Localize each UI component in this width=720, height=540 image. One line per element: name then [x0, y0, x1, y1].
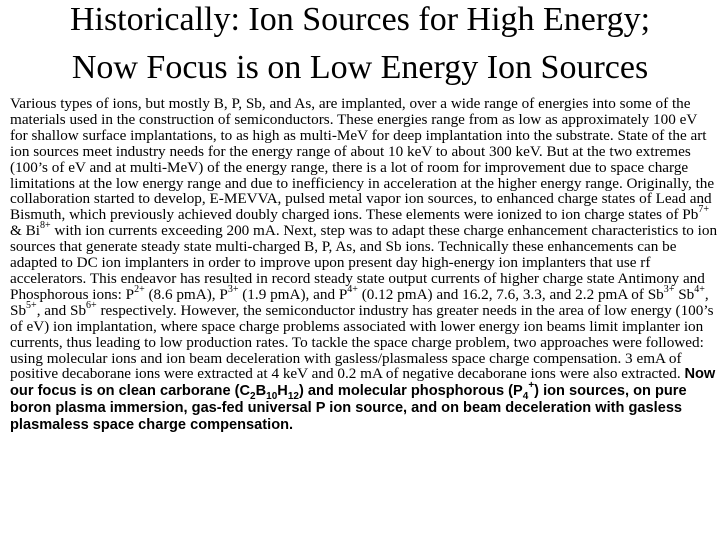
- body-text: , Sb: [10, 285, 709, 319]
- subscript: 12: [287, 391, 299, 403]
- body-text: Sb: [674, 285, 695, 303]
- body-text: with ion currents exceeding 200 mA. Next, step was to adapt these charge enhancement characteristics to ion sources that generate steady state multi-charged B, P, As, and Sb ions. Technically these enhancements can be adapted to DC ion implanters in order to improve upon present day high-energy ion implanters that use rf accelerators. This endeavor has resulted in record steady state output currents of higher charge state Antimony and Phosphorous ions: P: [10, 222, 718, 303]
- slide-title: [0, 0, 720, 92]
- bold-text: H: [277, 383, 288, 400]
- charge-superscript: 4+: [694, 283, 705, 295]
- subscript: 10: [266, 391, 278, 403]
- bold-text: ) ion sources, on pure boron plasma immersion, gas-fed universal P ion source, and on beam deceleration with gasless plasmaless space charge compensation.: [10, 383, 687, 434]
- body-text: (1.9 pmA), and P: [238, 285, 348, 303]
- charge-superscript: 6+: [86, 299, 97, 311]
- charge-superscript: 7+: [698, 204, 709, 216]
- body-text: & Bi: [10, 222, 40, 240]
- body-text: , and Sb: [36, 301, 87, 319]
- charge-superscript: 8+: [39, 220, 51, 232]
- title-line-1: Historically: Ion Sources for High Energy;: [69, 1, 651, 38]
- charge-superscript: 4+: [347, 283, 358, 295]
- subscript: 4: [522, 391, 529, 403]
- charge-superscript: +: [528, 380, 535, 392]
- subscript: 2: [250, 391, 256, 403]
- body-paragraph: [10, 96, 718, 434]
- body-text: respectively. However, the semiconductor industry has greater needs in the area of low energy (100’s of eV) ion implantation, where space charge problems associated with lower energy ion beams limit implanter ion currents, thus leading to low production rates. To tackle the space charge problem, two approaches were followed: using molecular ions and ion beam deceleration with gasless/plasmaless space charge compensation. 3 emA of positive decaborane ions were extracted at 4 keV and 0.2 mA of negative decaborane ions were also extracted.: [10, 301, 714, 383]
- body-text: (0.12 pmA) and 16.2, 7.6, 3.3, and 2.2 pmA of Sb: [357, 285, 664, 303]
- body-text: (8.6 pmA), P: [144, 285, 228, 303]
- bold-text: B: [255, 383, 267, 400]
- charge-superscript: 5+: [26, 299, 37, 311]
- title-line-2: Now Focus is on Low Energy Ion Sources: [71, 49, 649, 86]
- charge-superscript: 3+: [227, 283, 239, 295]
- charge-superscript: 3+: [663, 283, 675, 295]
- charge-superscript: 2+: [134, 283, 145, 295]
- body-text: Various types of ions, but mostly B, P, Sb, and As, are implanted, over a wide range of energies into some of the materials used in the construction of semiconductors. These energies range from as low as approximately 100 eV for shallow surface implantations, to as high as multi-MeV for deep implantation into the substrate. State of the art ion sources meet industry needs for the energy range of about 10 keV to about 300 keV. But at the two extremes (100’s of eV and at multi-MeV) of the energy range, there is a lot of room for improvement due to space charge limitations at the low energy range and due to inefficiency in acceleration at the higher energy range. Originally, the collaboration started to develop, E-MEVVA, pulsed metal vapor ion sources, to enhanced charge states of Lead and Bismuth, which previously achieved doubly charged ions. These elements were ionized to ion charge states of Pb: [10, 95, 715, 224]
- bold-text: Now our focus is on clean carborane (C: [10, 366, 716, 400]
- bold-text: ) and molecular phosphorous (P: [298, 383, 523, 400]
